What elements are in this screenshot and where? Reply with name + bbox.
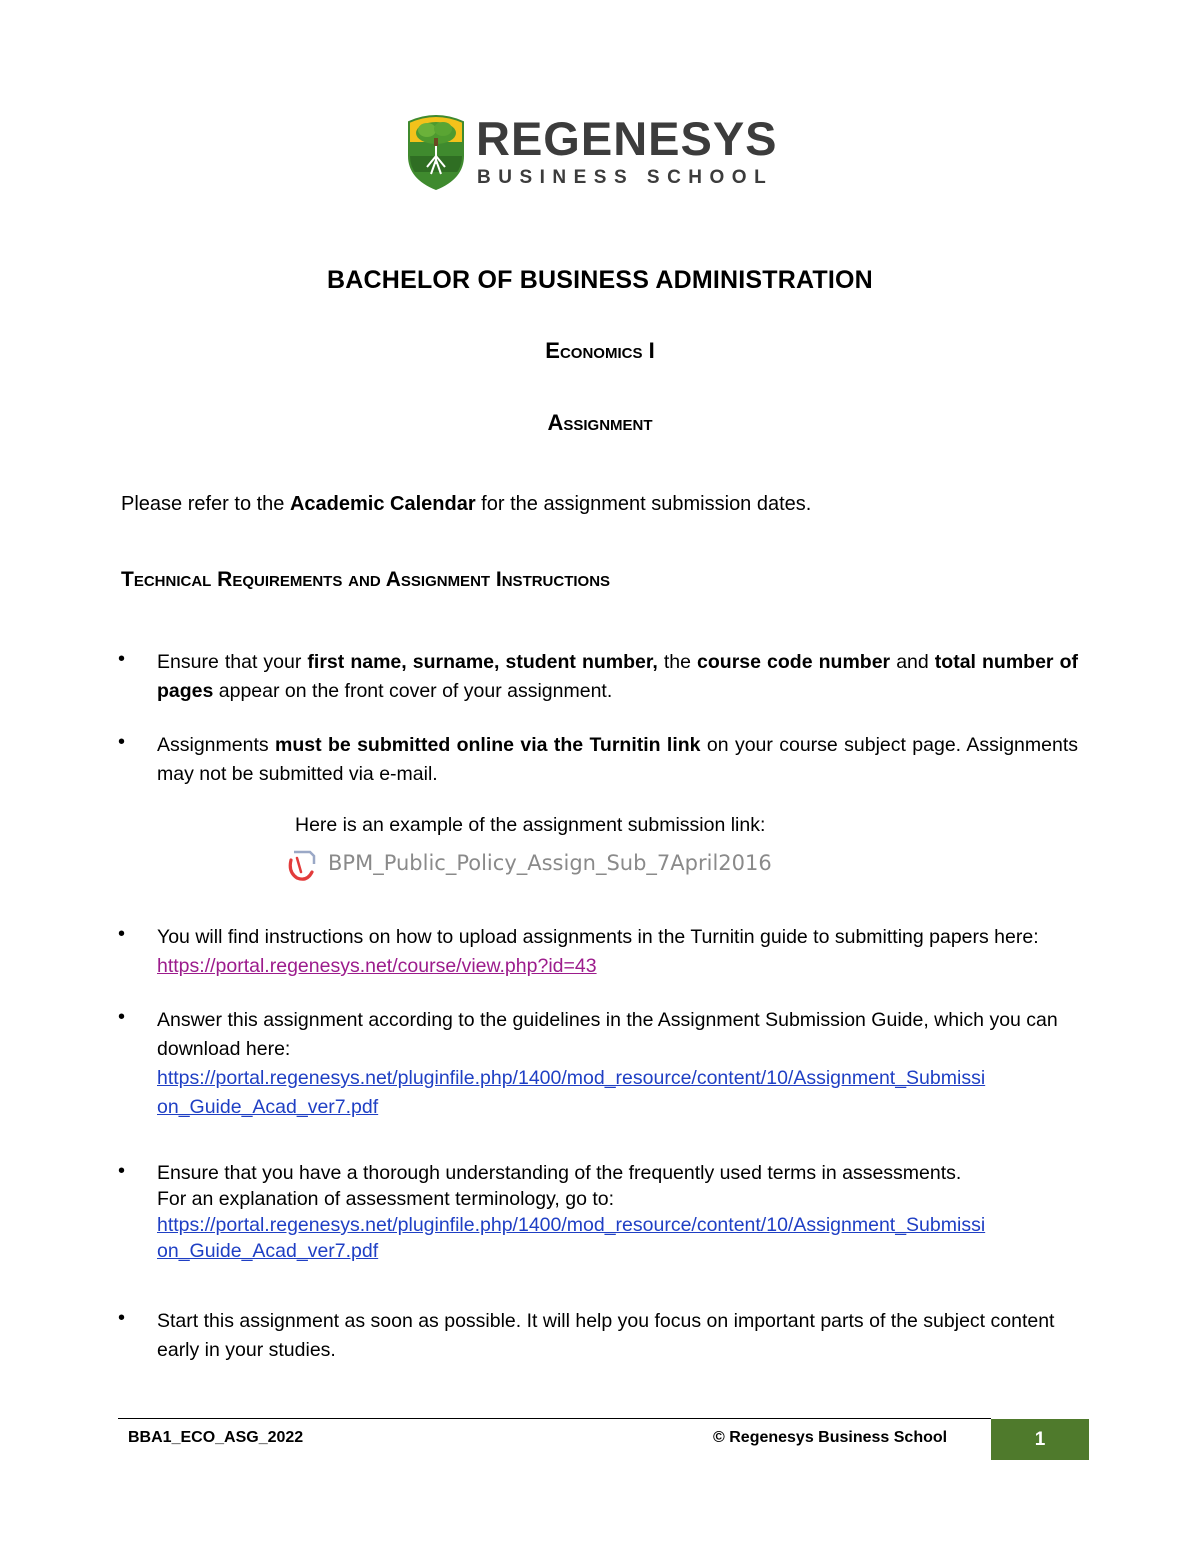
bullet-assessment-terms <box>157 1160 1078 1264</box>
example-label: Here is an example of the assignment submission link: <box>295 814 766 836</box>
footer-copyright: © Regenesys Business School <box>713 1429 948 1446</box>
turnitin-guide-link[interactable]: https://portal.regenesys.net/course/view.php?id=43 <box>157 955 597 977</box>
subject-title: Economics I <box>545 338 655 363</box>
bullet-text: appear on the front cover of your assignment. <box>213 680 613 702</box>
assessment-terminology-link-continued[interactable]: on_Guide_Acad_ver7.pdf <box>157 1240 379 1262</box>
intro-text-before: Please refer to the <box>121 493 290 515</box>
section-heading: Technical Requirements and Assignment Instructions <box>121 568 611 591</box>
bullet-text: the <box>657 651 698 673</box>
bullet-marker: • <box>118 1160 126 1182</box>
bullet-text: Ensure that your <box>157 651 308 673</box>
academic-calendar-emphasis: Academic Calendar <box>289 493 476 515</box>
bullet-turnitin-guide <box>157 923 1078 981</box>
assessment-terminology-link[interactable]: https://portal.regenesys.net/pluginfile.php/1400/mod_resource/content/10/Assignment_Submissi <box>157 1214 986 1236</box>
document-type-title: Assignment <box>547 410 653 435</box>
turnitin-icon <box>285 848 319 882</box>
intro-paragraph <box>121 490 811 519</box>
example-link-text[interactable]: BPM_Public_Policy_Assign_Sub_7April2016 <box>328 851 772 875</box>
bullet-marker: • <box>118 1307 126 1329</box>
page-number: 1 <box>1034 1428 1046 1450</box>
bullet-text: You will find instructions on how to upload assignments in the Turnitin guide to submitting papers here: <box>157 926 1039 948</box>
logo-subtitle: BUSINESS SCHOOL <box>477 167 774 188</box>
intro-text-after: for the assignment submission dates. <box>475 493 812 515</box>
bullet-text: and <box>890 651 935 673</box>
page-number-badge <box>991 1419 1089 1460</box>
bullet-marker: • <box>118 648 126 670</box>
bullet-bold: must be submitted online via the Turnitin link <box>275 734 701 756</box>
bullet-marker: • <box>118 731 126 753</box>
bullet-submission-guide <box>157 1006 1078 1122</box>
bullet-bold: total number of pages <box>157 651 1078 702</box>
bullet-bold: first name, surname, student number, <box>307 651 658 673</box>
bullet-text: Answer this assignment according to the guidelines in the Assignment Submission Guide, which you can download here: <box>157 1009 1058 1060</box>
bullet-text: on your course subject page. Assignments may not be submitted via e-mail. <box>157 734 1078 785</box>
regenesys-logo <box>405 112 795 192</box>
example-submission-link[interactable] <box>285 846 785 884</box>
bullet-text: Ensure that you have a thorough understanding of the frequently used terms in assessments. <box>157 1162 962 1184</box>
bullet-turnitin-submission <box>157 731 1078 789</box>
bullet-bold: course code number <box>697 651 891 673</box>
submission-guide-link-continued[interactable]: on_Guide_Acad_ver7.pdf <box>157 1096 379 1118</box>
tree-emblem-icon <box>405 112 467 190</box>
program-title: BACHELOR OF BUSINESS ADMINISTRATION <box>327 266 873 294</box>
footer-document-code: BBA1_ECO_ASG_2022 <box>128 1429 304 1446</box>
bullet-start-early: Start this assignment as soon as possible. It will help you focus on important parts of the subject content early in your studies. <box>157 1310 1055 1361</box>
bullet-text: Assignments <box>157 734 275 756</box>
bullet-text: For an explanation of assessment terminology, go to: <box>157 1188 615 1210</box>
bullet-marker: • <box>118 923 126 945</box>
bullet-front-cover <box>157 648 1078 706</box>
submission-guide-link[interactable]: https://portal.regenesys.net/pluginfile.php/1400/mod_resource/content/10/Assignment_Submissi <box>157 1067 986 1089</box>
footer-divider <box>118 1418 991 1419</box>
bullet-marker: • <box>118 1006 126 1028</box>
logo-name: REGENESYS <box>476 112 778 165</box>
